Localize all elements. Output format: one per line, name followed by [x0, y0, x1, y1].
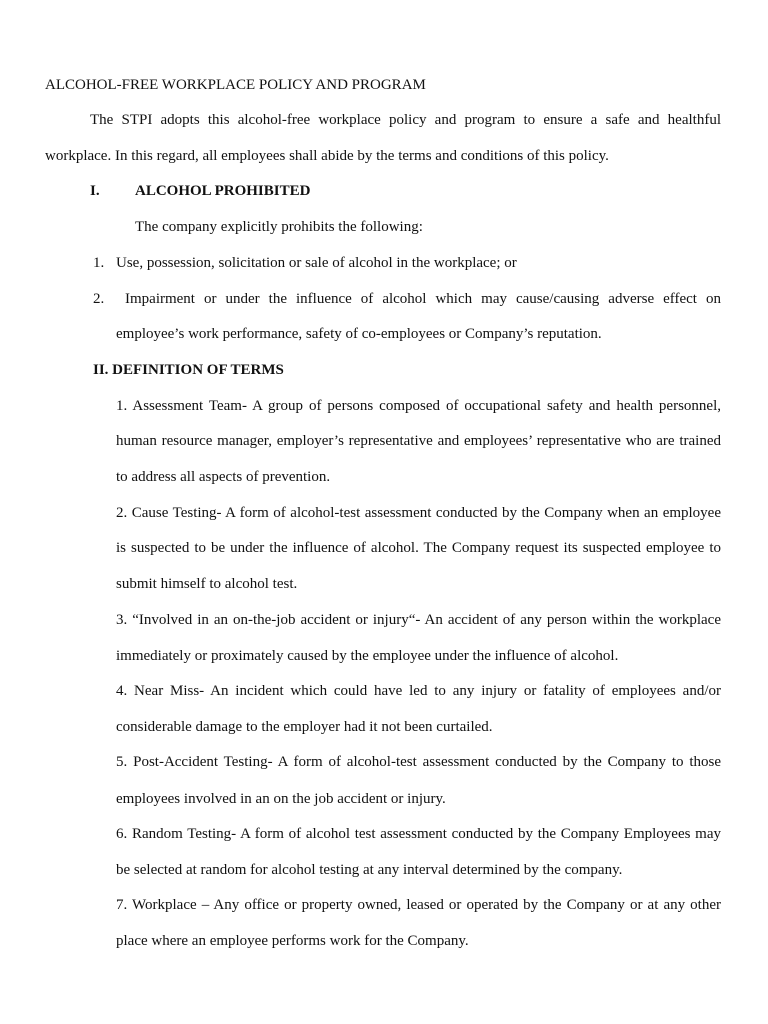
- term-1-line-1: 1. Assessment Team- A group of persons composed of occupational safety and health personnel,: [116, 398, 721, 414]
- term-4-line-2: considerable damage to the employer had it not been curtailed.: [116, 719, 493, 735]
- intro-line-1: The STPI adopts this alcohol-free workplace policy and program to ensure a safe and healthful: [90, 112, 721, 128]
- term-2-line-1: 2. Cause Testing- A form of alcohol-test assessment conducted by the Company when an employee: [116, 505, 721, 521]
- section-2-heading: II. DEFINITION OF TERMS: [93, 362, 284, 378]
- section-1-number: I.: [90, 183, 100, 199]
- term-1-line-3: to address all aspects of prevention.: [116, 469, 331, 485]
- term-1-line-2: human resource manager, employer’s representative and employees’ representative who are trained: [116, 433, 721, 449]
- section-1-lead: The company explicitly prohibits the following:: [135, 219, 423, 235]
- list-item-1-number: 1.: [93, 255, 105, 271]
- term-6-line-2: be selected at random for alcohol testing at any interval determined by the company.: [116, 862, 623, 878]
- term-3-line-1: 3. “Involved in an on-the-job accident or injury“- An accident of any person within the workplace: [116, 612, 721, 628]
- document-title: ALCOHOL-FREE WORKPLACE POLICY AND PROGRAM: [45, 77, 426, 93]
- term-2-line-3: submit himself to alcohol test.: [116, 576, 298, 592]
- term-3-line-2: immediately or proximately caused by the employee under the influence of alcohol.: [116, 648, 619, 664]
- term-7-line-1: 7. Workplace – Any office or property owned, leased or operated by the Company or at any other: [116, 897, 721, 913]
- list-item-2-line-1: Impairment or under the influence of alcohol which may cause/causing adverse effect on: [125, 291, 721, 307]
- intro-line-2: workplace. In this regard, all employees shall abide by the terms and conditions of this policy.: [45, 148, 609, 164]
- term-4-line-1: 4. Near Miss- An incident which could have led to any injury or fatality of employees and/or: [116, 683, 721, 699]
- list-item-1-text: Use, possession, solicitation or sale of alcohol in the workplace; or: [116, 255, 517, 271]
- term-2-line-2: is suspected to be under the influence of alcohol. The Company request its suspected employee to: [116, 540, 721, 556]
- list-item-2-line-2: employee’s work performance, safety of co-employees or Company’s reputation.: [116, 326, 602, 342]
- term-5-line-1: 5. Post-Accident Testing- A form of alcohol-test assessment conducted by the Company to those: [116, 754, 721, 770]
- term-7-line-2: place where an employee performs work for the Company.: [116, 933, 469, 949]
- term-6-line-1: 6. Random Testing- A form of alcohol test assessment conducted by the Company Employees may: [116, 826, 721, 842]
- list-item-2-number: 2.: [93, 291, 105, 307]
- term-5-line-2: employees involved in an on the job accident or injury.: [116, 791, 446, 807]
- section-1-heading: ALCOHOL PROHIBITED: [135, 183, 311, 199]
